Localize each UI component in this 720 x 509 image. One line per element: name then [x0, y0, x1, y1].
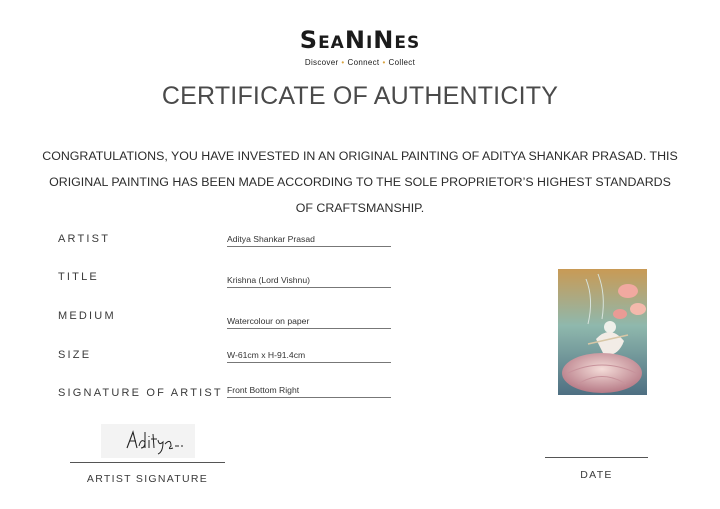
field-label-signature: SIGNATURE OF ARTIST	[58, 387, 223, 399]
logo-tagline: Discover • Connect • Collect	[304, 58, 416, 67]
artist-signature-image	[101, 424, 195, 458]
brand-logo	[0, 26, 720, 67]
field-value-title: Krishna (Lord Vishnu)	[227, 275, 391, 288]
date-label: DATE	[580, 469, 613, 481]
artist-signature-label: ARTIST SIGNATURE	[86, 473, 209, 485]
field-value-signature: Front Bottom Right	[227, 385, 391, 398]
intro-paragraph: CONGRATULATIONS, YOU HAVE INVESTED IN AN ORIGINAL PAINTING OF ADITYA SHANKAR PRASAD. THIS ORIGINAL PAINTING HAS BEEN MADE ACCORDING TO THE SOLE PROPRIETOR’S HIGHEST STANDARDS OF CRAFTSMANSHIP.	[42, 149, 678, 215]
artist-signature-line	[70, 462, 225, 463]
field-value-artist: Aditya Shankar Prasad	[227, 234, 391, 247]
field-value-size: W-61cm x H-91.4cm	[227, 350, 391, 363]
logo-wordmark: SEANINES	[299, 26, 421, 54]
field-label-title: TITLE	[58, 271, 99, 283]
field-label-medium: MEDIUM	[58, 310, 116, 322]
field-label-size: SIZE	[58, 349, 92, 361]
certificate-title: CERTIFICATE OF AUTHENTICITY	[161, 82, 559, 110]
field-label-artist: ARTIST	[58, 233, 111, 245]
date-line	[545, 457, 648, 458]
painting-image	[558, 269, 647, 395]
field-value-medium: Watercolour on paper	[227, 316, 391, 329]
